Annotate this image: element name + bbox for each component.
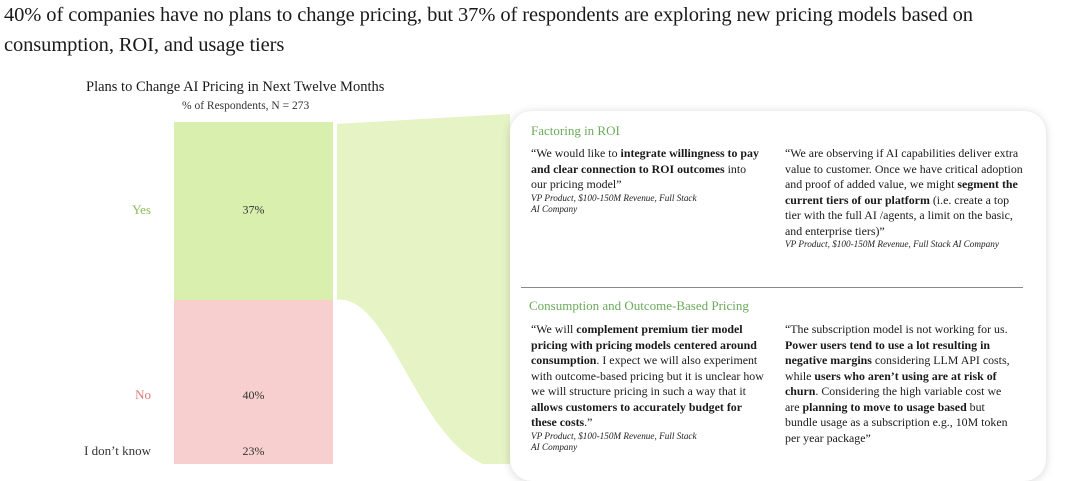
quote-segment: . Considering the high variable cost we are bbox=[785, 384, 1002, 414]
quote-segment: considering LLM API costs, while bbox=[785, 353, 1010, 383]
quote-segment: “We would like to bbox=[531, 146, 621, 160]
quote-attribution: VP Product, $100-150M Revenue, Full Stack AI Company bbox=[785, 239, 999, 249]
quote-consumption-1 bbox=[531, 322, 766, 454]
section-title-roi: Factoring in ROI bbox=[531, 123, 620, 138]
section-divider bbox=[521, 287, 1023, 288]
category-label: Yes bbox=[132, 201, 151, 217]
quote-segment: “We will bbox=[531, 322, 577, 336]
quote-emphasis: allows customers to accurately budget for these costs bbox=[531, 399, 742, 429]
quote-segment: .” bbox=[584, 415, 593, 429]
quote-emphasis: complement premium tier model pricing with pricing models centered around consumption bbox=[531, 322, 757, 367]
quote-segment: . I expect we will also experiment with outcome-based pricing but it is unclear how we will structure pricing in such a way that it bbox=[531, 353, 764, 398]
quote-emphasis: Power users tend to use a lot resulting in negative margins bbox=[785, 337, 991, 367]
quote-emphasis: segment the current tiers of our platform bbox=[785, 177, 1018, 207]
quote-segment: (i.e. create a top tier with the full AI /agents, a limit on the basic, and enterprise tiers)” bbox=[785, 192, 1013, 238]
bar-segment-no bbox=[174, 300, 333, 464]
chart-title: Plans to Change AI Pricing in Next Twelve Months bbox=[86, 79, 385, 95]
quote-attribution: VP Product, $100-150M Revenue, Full Stack AI Company bbox=[531, 192, 697, 214]
highlight-funnel bbox=[335, 114, 510, 464]
quote-attribution: VP Product, $100-150M Revenue, Full Stack AI Company bbox=[531, 430, 697, 452]
data-label: 40% bbox=[242, 387, 265, 402]
quote-consumption-2 bbox=[785, 322, 1013, 446]
quote-emphasis: users who aren’t using are at risk of churn bbox=[785, 368, 997, 398]
category-label: No bbox=[135, 387, 151, 403]
quote-segment: “We are observing if AI capabilities deliver extra value to customer. Once we have critical adoption and proof of added value, we might bbox=[785, 146, 1023, 191]
quote-emphasis: integrate willingness to pay and clear connection to ROI outcomes bbox=[531, 146, 759, 176]
quote-roi-1 bbox=[531, 146, 763, 216]
quote-segment: but bundle usage as a subscription e.g., 10M token per year package” bbox=[785, 399, 1008, 445]
category-label: I don’t know bbox=[84, 442, 151, 458]
headline: 40% of companies have no plans to change pricing, but 37% of respondents are exploring new pricing models based on consumption, ROI, and usage tiers bbox=[4, 4, 973, 56]
section-title-consumption: Consumption and Outcome-Based Pricing bbox=[529, 298, 749, 313]
data-label: 37% bbox=[242, 202, 265, 217]
data-label: 23% bbox=[242, 443, 265, 458]
quote-text bbox=[531, 146, 759, 191]
quote-text bbox=[785, 146, 1023, 238]
chart-subtitle: % of Respondents, N = 273 bbox=[182, 100, 310, 112]
quote-emphasis: planning to move to usage based bbox=[802, 399, 967, 414]
quote-segment: “The subscription model is not working for us. bbox=[785, 322, 1008, 336]
quote-text bbox=[785, 322, 1010, 445]
quote-segment: into our pricing model” bbox=[531, 161, 747, 191]
quote-roi-2 bbox=[785, 146, 1025, 251]
quote-text bbox=[531, 322, 764, 429]
